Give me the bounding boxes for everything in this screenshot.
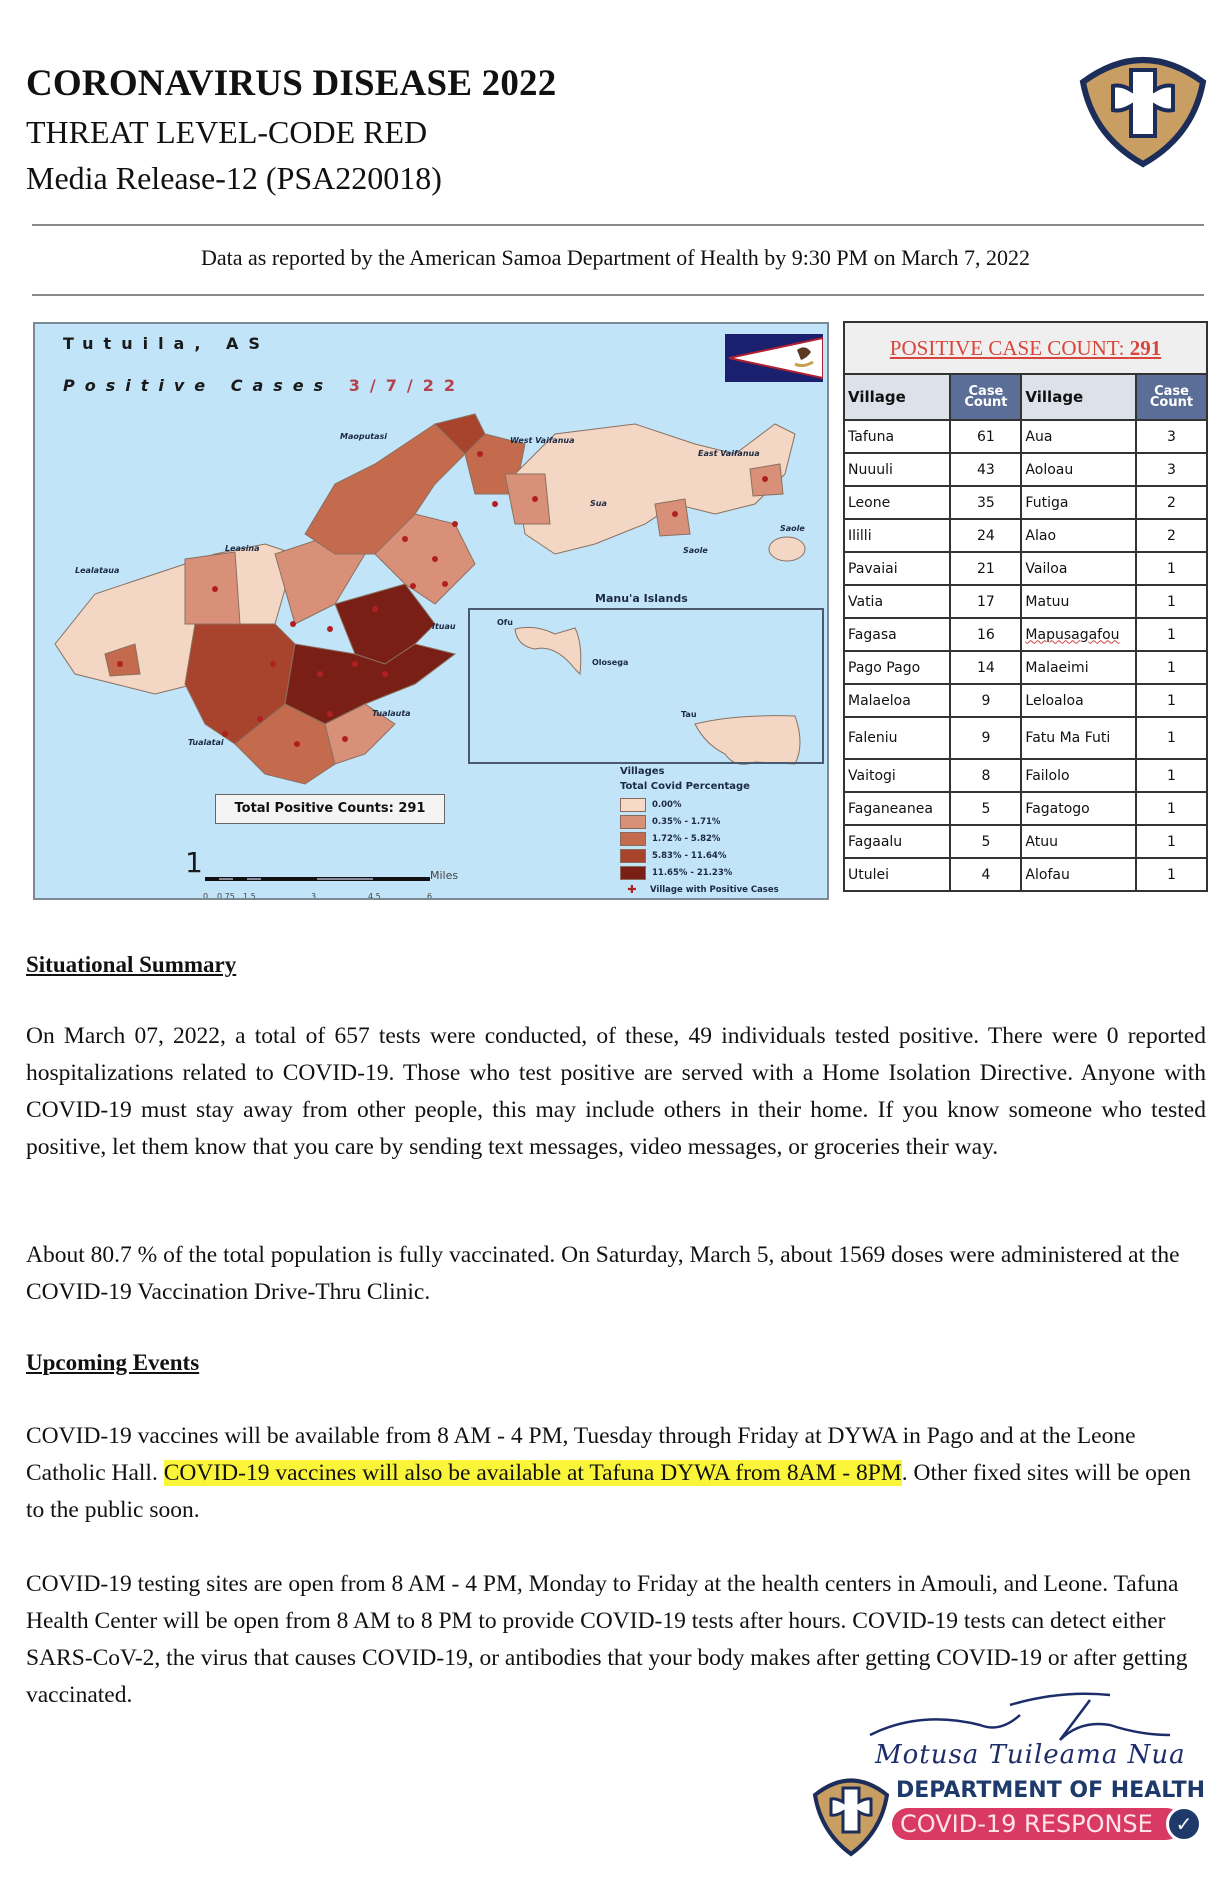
count-cell: 5 <box>950 792 1021 825</box>
count-cell: 1 <box>1136 618 1207 651</box>
col-case-label: Case <box>968 384 1004 399</box>
reported-note: Data as reported by the American Samoa Department of Health by 9:30 PM on March 7, 2022 <box>200 245 1031 270</box>
banner-label: POSITIVE CASE COUNT: <box>889 335 1130 360</box>
covid-response-banner: COVID-19 RESPONSE <box>892 1808 1182 1840</box>
table-row <box>844 486 1207 519</box>
divider-bottom <box>32 294 1204 296</box>
table-row <box>844 759 1207 792</box>
village-cell: Pago Pago <box>844 651 950 684</box>
department-of-health: DEPARTMENT OF HEALTH <box>896 1778 1206 1803</box>
legend-label: Village with Positive Cases <box>650 884 779 895</box>
table-row <box>844 552 1207 585</box>
count-cell: 16 <box>950 618 1021 651</box>
count-cell: 1 <box>1136 585 1207 618</box>
count-cell: 2 <box>1136 486 1207 519</box>
village-cell: Aua <box>1021 420 1136 453</box>
legend-swatch <box>620 832 646 846</box>
count-cell: 43 <box>950 453 1021 486</box>
legend-label: 1.72% - 5.82% <box>652 833 721 844</box>
district-label: Leasina <box>225 544 260 553</box>
legend-label: 0.35% - 1.71% <box>652 816 721 827</box>
count-cell: 1 <box>1136 759 1207 792</box>
village-cell: Leloaloa <box>1021 684 1136 717</box>
events-paragraph-1 <box>26 1418 1206 1529</box>
legend-swatch <box>620 815 646 829</box>
manua-islands-title: Manu'a Islands <box>595 592 688 605</box>
positive-case-count-banner <box>844 322 1207 374</box>
count-cell: 24 <box>950 519 1021 552</box>
table-row <box>844 420 1207 453</box>
col-case-count <box>950 374 1021 420</box>
highlighted-text: COVID-19 vaccines will also be available at Tafuna DYWA from 8AM - 8PM <box>163 1460 902 1486</box>
village-cell: Faganeanea <box>844 792 950 825</box>
scale-tick: 0 <box>203 892 209 900</box>
map-date: 3/7/22 <box>348 376 465 395</box>
village-cell: Futiga <box>1021 486 1136 519</box>
threat-level: THREAT LEVEL-CODE RED <box>26 114 428 150</box>
count-cell: 2 <box>1136 519 1207 552</box>
table-row <box>844 519 1207 552</box>
summary-paragraph-1: On March 07, 2022, a total of 657 tests were conducted, of these, 49 individuals tested positive. There were 0 reported hospitalizations related to COVID-19. Those who test positive are served with a Home Isolation Directive. Anyone with COVID-19 must stay away from other people, this may include others in their home. If you know someone who tested positive, let them know that you care by sending text messages, video messages, or groceries their way. <box>26 1023 1206 1160</box>
village-cell: Vaitogi <box>844 759 950 792</box>
inset-place: Olosega <box>592 658 629 667</box>
count-cell: 9 <box>950 684 1021 717</box>
summary-paragraph-2: About 80.7 % of the total population is fully vaccinated. On Saturday, March 5, about 1569 doses were administered at the COVID-19 Vaccination Drive-Thru Clinic. <box>26 1242 1180 1305</box>
village-cell: Tafuna <box>844 420 950 453</box>
scale-unit: Miles <box>430 869 459 882</box>
district-label: Sua <box>590 499 607 508</box>
count-cell: 1 <box>1136 552 1207 585</box>
count-cell: 3 <box>1136 420 1207 453</box>
media-release: Media Release-12 (PSA220018) <box>26 160 442 196</box>
count-cell: 5 <box>950 825 1021 858</box>
count-cell: 1 <box>1136 717 1207 759</box>
district-label: Saole <box>780 524 805 533</box>
village-cell: Fagasa <box>844 618 950 651</box>
table-row <box>844 858 1207 891</box>
village-cell: Aoloau <box>1021 453 1136 486</box>
signature-name: Motusa Tuileama Nua <box>875 1740 1186 1770</box>
village-cell: Failolo <box>1021 759 1136 792</box>
village-cell: Alao <box>1021 519 1136 552</box>
village-cell: Pavaiai <box>844 552 950 585</box>
table-row <box>844 618 1207 651</box>
total-positive-counts: Total Positive Counts: 291 <box>215 794 445 824</box>
col-case-label: Case <box>1154 384 1189 399</box>
district-label: Tualatai <box>188 738 224 747</box>
table-row <box>844 453 1207 486</box>
count-cell: 1 <box>1136 651 1207 684</box>
scale-tick: 1.5 <box>243 892 256 900</box>
district-label: Ituau <box>432 622 456 631</box>
events-text: COVID-19 vaccines will be available from 8 AM - 4 PM, Tuesday through Friday at DYWA in Pago and at the Leone Catholic Hall. <box>26 1423 1136 1486</box>
count-cell: 1 <box>1136 792 1207 825</box>
village-cell: Alofau <box>1021 858 1136 891</box>
village-cell: Fagatogo <box>1021 792 1136 825</box>
legend-swatch <box>620 798 646 812</box>
legend-subtitle: Total Covid Percentage <box>620 781 750 792</box>
village-cell: Malaeimi <box>1021 651 1136 684</box>
village-cell: Utulei <box>844 858 950 891</box>
count-cell: 3 <box>1136 453 1207 486</box>
doh-footer-shield-logo <box>810 1770 892 1858</box>
scale-bar <box>205 874 430 884</box>
events-paragraph-2: COVID-19 testing sites are open from 8 AM - 4 PM, Monday to Friday at the health centers in Amouli, and Leone. Tafuna Health Center will be open from 8 AM to 8 PM to provide COVID-19 tests after hours. COVID-19 tests can detect either SARS-CoV-2, the virus that causes COVID-19, or antibodies that your body makes after getting COVID-19 or after getting vaccinated. <box>26 1571 1188 1708</box>
plus-marker-icon: ✚ <box>627 883 637 896</box>
inset-place: Ofu <box>497 618 513 627</box>
checkmark-icon: ✓ <box>1166 1806 1202 1842</box>
case-count-table <box>843 321 1208 892</box>
count-cell: 1 <box>1136 825 1207 858</box>
district-label: Tualauta <box>372 709 411 718</box>
table-row <box>844 651 1207 684</box>
col-count-label: Count <box>964 395 1008 410</box>
count-cell: 14 <box>950 651 1021 684</box>
district-label: Lealataua <box>75 566 120 575</box>
scale-tick: 0.75 <box>217 892 235 900</box>
map-legend <box>620 766 820 898</box>
village-cell: Fagaalu <box>844 825 950 858</box>
events-text: . Other fixed sites will be open to the public soon. <box>26 1460 1191 1523</box>
summary-heading: Situational Summary <box>26 952 237 977</box>
table-row <box>844 684 1207 717</box>
count-cell: 35 <box>950 486 1021 519</box>
document-title: CORONAVIRUS DISEASE 2022 <box>26 63 557 104</box>
legend-label: 5.83% - 11.64% <box>652 850 727 861</box>
legend-item <box>620 796 820 813</box>
count-cell: 61 <box>950 420 1021 453</box>
table-row <box>844 825 1207 858</box>
table-row <box>844 585 1207 618</box>
col-village: Village <box>1021 374 1136 420</box>
district-label: West Vaifanua <box>510 436 575 445</box>
legend-label: 11.65% - 21.23% <box>652 867 733 878</box>
legend-item <box>620 864 820 881</box>
divider-top <box>32 224 1204 226</box>
count-cell: 1 <box>1136 858 1207 891</box>
doh-shield-logo <box>1075 44 1211 168</box>
count-cell: 9 <box>950 717 1021 759</box>
legend-title: Villages <box>620 766 665 777</box>
village-cell: Vailoa <box>1021 552 1136 585</box>
signature <box>860 1685 1190 1785</box>
inset-place: Tau <box>681 710 697 719</box>
map-title: Tutuila, AS <box>63 334 270 353</box>
manua-islands-inset <box>468 608 824 764</box>
legend-item <box>620 881 820 898</box>
col-count-label: Count <box>1149 395 1194 410</box>
scale-tick: 6 <box>427 892 433 900</box>
scale-tick: 4.5 <box>368 892 381 900</box>
village-cell: Nuuuli <box>844 453 950 486</box>
legend-item <box>620 847 820 864</box>
count-cell: 1 <box>1136 684 1207 717</box>
col-village: Village <box>844 374 950 420</box>
village-cell: Leone <box>844 486 950 519</box>
village-cell: Ililli <box>844 519 950 552</box>
legend-label: 0.00% <box>652 799 682 810</box>
village-cell: Mapusagafou <box>1021 618 1136 651</box>
legend-item <box>620 830 820 847</box>
village-cell: Vatia <box>844 585 950 618</box>
map-subtitle-text: Positive Cases <box>63 376 334 395</box>
village-cell: Faleniu <box>844 717 950 759</box>
district-label: Saole <box>683 546 708 555</box>
positive-cases-map <box>33 322 829 900</box>
col-case-count <box>1136 374 1207 420</box>
scale-tick: 3 <box>311 892 317 900</box>
count-cell: 8 <box>950 759 1021 792</box>
count-cell: 17 <box>950 585 1021 618</box>
events-heading: Upcoming Events <box>26 1350 200 1375</box>
banner-total: 291 <box>1129 335 1162 360</box>
table-row <box>844 717 1207 759</box>
count-cell: 21 <box>950 552 1021 585</box>
village-cell: Fatu Ma Futi <box>1021 717 1136 759</box>
table-row <box>844 792 1207 825</box>
village-cell: Malaeloa <box>844 684 950 717</box>
legend-item <box>620 813 820 830</box>
count-cell: 4 <box>950 858 1021 891</box>
legend-swatch <box>620 849 646 863</box>
legend-swatch <box>620 866 646 880</box>
village-cell: Matuu <box>1021 585 1136 618</box>
scale-number: 1 <box>185 846 203 879</box>
district-label: Maoputasi <box>340 432 388 441</box>
village-cell: Atuu <box>1021 825 1136 858</box>
district-label: East Vaifanua <box>698 449 760 458</box>
